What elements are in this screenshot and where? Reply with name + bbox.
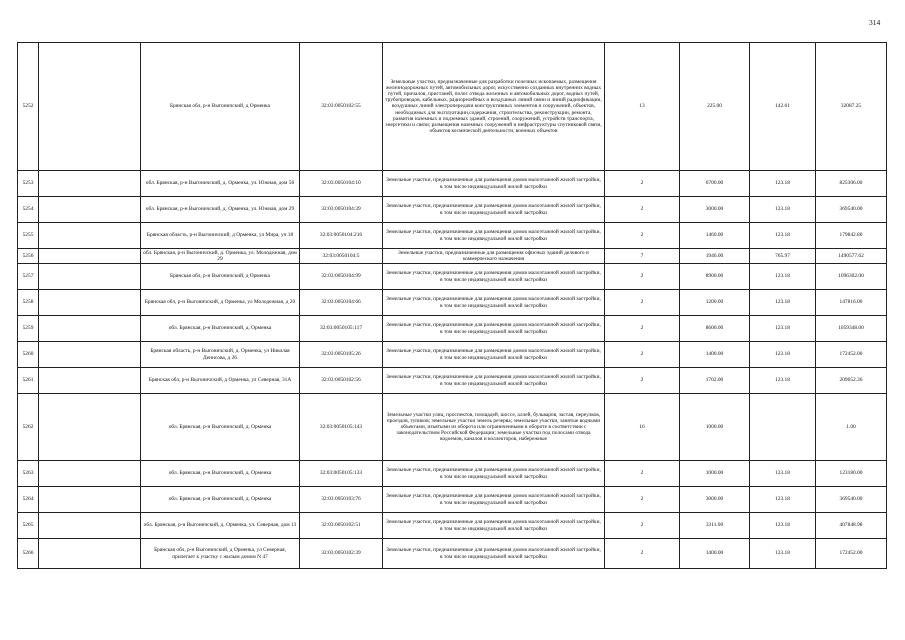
address-cell: Брянская обл, р-н Выгоничский, д Орменка, ул Северная, прилегает к участку с жилым домом N 47 <box>141 539 300 569</box>
address-cell: обл. Брянская, р-н Выгоничский, д. Орменка, ул. Южная, дом 56 <box>141 171 300 197</box>
land-use-cell: Земельные участки, предназначенные для размещения домов малоэтажной жилой застройки, в том числе индивидуальной жилой застройки <box>383 316 605 342</box>
value-cell: 369540.00 <box>816 197 887 223</box>
address-cell: Брянская обл, р-н Выгоничский, д Орменка, ул Северная, 31А <box>141 368 300 394</box>
area-cell: 225.00 <box>680 43 750 171</box>
address-cell: обл. Брянская, р-н Выгоничский, д. Орменка <box>141 316 300 342</box>
value-cell: 1490577.62 <box>816 249 887 264</box>
table-row <box>18 394 887 461</box>
blank-cell <box>39 290 141 316</box>
value-cell: 1059348.00 <box>816 316 887 342</box>
rate-cell: 123.18 <box>750 513 816 539</box>
rate-cell: 123.18 <box>750 171 816 197</box>
value-cell: 209652.36 <box>816 368 887 394</box>
land-use-cell: Земельные участки, предназначенные для размещения домов малоэтажной жилой застройки, в том числе индивидуальной жилой застройки <box>383 513 605 539</box>
blank-cell <box>39 342 141 368</box>
value-cell: 179842.80 <box>816 223 887 249</box>
area-cell: 3311.00 <box>680 513 750 539</box>
rate-cell: 123.18 <box>750 223 816 249</box>
area-cell: 1400.00 <box>680 539 750 569</box>
address-cell: обл. Брянская, р-н Выгоничский, д. Орменка <box>141 487 300 513</box>
cadastral-number-cell: 32:03:0050103:76 <box>300 487 383 513</box>
row-number: 5253 <box>18 171 39 197</box>
group-cell: 16 <box>605 394 680 461</box>
row-number: 5256 <box>18 249 39 264</box>
cadastral-number-cell: 32:03:0050102:51 <box>300 513 383 539</box>
table-row <box>18 264 887 290</box>
blank-cell <box>39 368 141 394</box>
rate-cell: 123.18 <box>750 368 816 394</box>
blank-cell <box>39 43 141 171</box>
group-cell: 2 <box>605 171 680 197</box>
land-use-cell: Земельные участки, предназначенные для размещения домов малоэтажной жилой застройки, в том числе индивидуальной жилой застройки <box>383 487 605 513</box>
row-number: 5255 <box>18 223 39 249</box>
rate-cell: 123.18 <box>750 264 816 290</box>
row-number: 5263 <box>18 461 39 487</box>
table-row <box>18 249 887 264</box>
group-cell: 13 <box>605 43 680 171</box>
cadastral-number-cell: 32:03:0050105:133 <box>300 461 383 487</box>
blank-cell <box>39 223 141 249</box>
cadastral-number-cell: 32:03:0050104:66 <box>300 290 383 316</box>
group-cell: 7 <box>605 249 680 264</box>
area-cell: 1400.00 <box>680 342 750 368</box>
group-cell: 2 <box>605 223 680 249</box>
value-cell: 1096302.00 <box>816 264 887 290</box>
land-use-cell: Земельные участки, предназначенные для размещения офисных зданий делового и коммерческого назначения <box>383 249 605 264</box>
value-cell: 147816.00 <box>816 290 887 316</box>
land-use-cell: Земельные участки, предназначенные для размещения домов малоэтажной жилой застройки, в том числе индивидуальной жилой застройки <box>383 264 605 290</box>
area-cell: 1702.00 <box>680 368 750 394</box>
cadastral-number-cell: 32:03:0050102:55 <box>300 43 383 171</box>
value-cell: 825306.00 <box>816 171 887 197</box>
group-cell: 2 <box>605 342 680 368</box>
table-row <box>18 290 887 316</box>
value-cell: 369540.00 <box>816 487 887 513</box>
land-use-cell: Земельные участки, предназначенные для размещения домов малоэтажной жилой застройки, в том числе индивидуальной жилой застройки <box>383 539 605 569</box>
address-cell: обл. Брянская, р-н Выгоничский, д. Орменка, ул. Северная, дом 13 <box>141 513 300 539</box>
table-row <box>18 539 887 569</box>
value-cell: 1.00 <box>816 394 887 461</box>
rate-cell: 123.18 <box>750 461 816 487</box>
land-use-cell: Земельные участки, предназначенные для размещения домов малоэтажной жилой застройки, в том числе индивидуальной жилой застройки <box>383 368 605 394</box>
group-cell: 2 <box>605 316 680 342</box>
area-cell: 8600.00 <box>680 316 750 342</box>
land-use-cell: Земельные участки, предназначенные для размещения домов малоэтажной жилой застройки, в том числе индивидуальной жилой застройки <box>383 171 605 197</box>
group-cell: 2 <box>605 197 680 223</box>
group-cell: 2 <box>605 487 680 513</box>
cadastral-number-cell: 32:03:0050104:216 <box>300 223 383 249</box>
group-cell: 2 <box>605 264 680 290</box>
row-number: 5257 <box>18 264 39 290</box>
table-row <box>18 197 887 223</box>
row-number: 5266 <box>18 539 39 569</box>
address-cell: Брянская обл, р-н Выгоничский, д Орменка <box>141 264 300 290</box>
address-cell: Брянская обл, р-н Выгоничский, д Орменка <box>141 43 300 171</box>
cadastral-number-cell: 32:03:0050105:26 <box>300 342 383 368</box>
group-cell: 2 <box>605 368 680 394</box>
land-use-cell: Земельные участки улиц, проспектов, площадей, шоссе, аллей, бульваров, застав, переулков, проездов, тупиков; земельные участки земель резерва; земельные участки, занятые водными объектами, изъятыми из оборота или ограниченными в обороте в соответствии с законодательством Российской Федерации; земельные участки под полосами отвода водоемов, каналов и коллекторов, набережные <box>383 394 605 461</box>
address-cell: Брянская обл, р-н Выгоничский, д Орменка, ул Молодежная, д 20 <box>141 290 300 316</box>
area-cell: 3000.00 <box>680 487 750 513</box>
address-cell: обл. Брянская, р-н Выгоничский, д. Орменка <box>141 394 300 461</box>
area-cell: 1000.00 <box>680 394 750 461</box>
table-row <box>18 43 887 171</box>
cadastral-number-cell: 32:03:0050104:39 <box>300 197 383 223</box>
cadastral-number-cell: 32:03:0050102:56 <box>300 368 383 394</box>
cadastral-number-cell: 32:03:0050104:99 <box>300 264 383 290</box>
area-cell: 1000.00 <box>680 461 750 487</box>
rate-cell: 123.18 <box>750 197 816 223</box>
table-row <box>18 342 887 368</box>
cadastral-number-cell: 32:03:0050105:117 <box>300 316 383 342</box>
group-cell: 2 <box>605 539 680 569</box>
blank-cell <box>39 394 141 461</box>
blank-cell <box>39 487 141 513</box>
area-cell: 1460.00 <box>680 223 750 249</box>
row-number: 5260 <box>18 342 39 368</box>
table-row <box>18 223 887 249</box>
cadastral-number-cell: 32:03:0050105:143 <box>300 394 383 461</box>
rate-cell: 123.18 <box>750 290 816 316</box>
cadastral-number-cell: 32:03:0050104:10 <box>300 171 383 197</box>
rate-cell: 123.18 <box>750 342 816 368</box>
table-row <box>18 316 887 342</box>
address-cell: обл. Брянская, р-н Выгоничский, д. Орменка, ул. Молодежная, дом 29 <box>141 249 300 264</box>
cadastral-number-cell: 32:03:0050102:39 <box>300 539 383 569</box>
row-number: 5262 <box>18 394 39 461</box>
land-use-cell: Земельные участки, предназначенные для размещения домов малоэтажной жилой застройки, в том числе индивидуальной жилой застройки <box>383 342 605 368</box>
address-cell: обл. Брянская, р-н Выгоничский, д. Орменка, ул. Южная, дом 29 <box>141 197 300 223</box>
rate-cell: 123.18 <box>750 487 816 513</box>
blank-cell <box>39 171 141 197</box>
cadastral-number-cell: 32:03:0050104:5 <box>300 249 383 264</box>
table-row <box>18 461 887 487</box>
value-cell: 407848.98 <box>816 513 887 539</box>
blank-cell <box>39 461 141 487</box>
row-number: 5265 <box>18 513 39 539</box>
area-cell: 1200.00 <box>680 290 750 316</box>
blank-cell <box>39 539 141 569</box>
area-cell: 3000.00 <box>680 197 750 223</box>
group-cell: 2 <box>605 290 680 316</box>
rate-cell: 123.18 <box>750 539 816 569</box>
row-number: 5252 <box>18 43 39 171</box>
address-cell: Брянская область, р-н Выгоничский, д Орменка, ул Мира, уч 18 <box>141 223 300 249</box>
address-cell: обл. Брянская, р-н Выгоничский, д. Орменка <box>141 461 300 487</box>
row-number: 5264 <box>18 487 39 513</box>
table-row <box>18 513 887 539</box>
land-use-cell: Земельные участки, предназначенные для размещения домов малоэтажной жилой застройки, в том числе индивидуальной жилой застройки <box>383 223 605 249</box>
address-cell: Брянская область, р-н Выгоничский, д. Орменка, ул Николая Денисова, д 26 <box>141 342 300 368</box>
blank-cell <box>39 513 141 539</box>
table-row <box>18 171 887 197</box>
blank-cell <box>39 249 141 264</box>
land-use-cell: Земельные участки, предназначенные для разработки полезных ископаемых, размещения железнодорожных путей, автомобильных дорог, искусственно созданных внутренних водных путей, причалов, пристаней, полос отвода железных и автомобильных дорог, водных путей, трубопроводов, кабельных, радиорелейных и воздушных линий связи и линий радиофикации, воздушных линий электропередачи конструктивных элементов и сооружений, объектов, необходимых для эксплуатации,содержания, строительства, реконструкции, ремонта, развития наземных и подземных зданий, строений, сооружений, устройств транспорта, энергетики и связи; размещения наземных сооружений и инфраструктуры спутниковой связи, объектов космической деятельности, военных объектов <box>383 43 605 171</box>
value-cell: 172452.00 <box>816 539 887 569</box>
row-number: 5254 <box>18 197 39 223</box>
rate-cell <box>750 394 816 461</box>
blank-cell <box>39 197 141 223</box>
row-number: 5261 <box>18 368 39 394</box>
land-use-cell: Земельные участки, предназначенные для размещения домов малоэтажной жилой застройки, в том числе индивидуальной жилой застройки <box>383 197 605 223</box>
group-cell: 2 <box>605 513 680 539</box>
value-cell: 32087.25 <box>816 43 887 171</box>
blank-cell <box>39 264 141 290</box>
cadastral-registry-table <box>17 42 887 569</box>
land-use-cell: Земельные участки, предназначенные для размещения домов малоэтажной жилой застройки, в том числе индивидуальной жилой застройки <box>383 461 605 487</box>
page-number: 314 <box>869 18 881 27</box>
row-number: 5258 <box>18 290 39 316</box>
table-row <box>18 487 887 513</box>
land-use-cell: Земельные участки, предназначенные для размещения домов малоэтажной жилой застройки, в том числе индивидуальной жилой застройки <box>383 290 605 316</box>
area-cell: 1946.00 <box>680 249 750 264</box>
rate-cell: 123.18 <box>750 316 816 342</box>
value-cell: 123180.00 <box>816 461 887 487</box>
rate-cell: 765.97 <box>750 249 816 264</box>
registry-body <box>18 43 887 569</box>
value-cell: 172452.00 <box>816 342 887 368</box>
area-cell: 6700.00 <box>680 171 750 197</box>
row-number: 5259 <box>18 316 39 342</box>
blank-cell <box>39 316 141 342</box>
area-cell: 8900.00 <box>680 264 750 290</box>
table-row <box>18 368 887 394</box>
rate-cell: 142.61 <box>750 43 816 171</box>
group-cell: 2 <box>605 461 680 487</box>
